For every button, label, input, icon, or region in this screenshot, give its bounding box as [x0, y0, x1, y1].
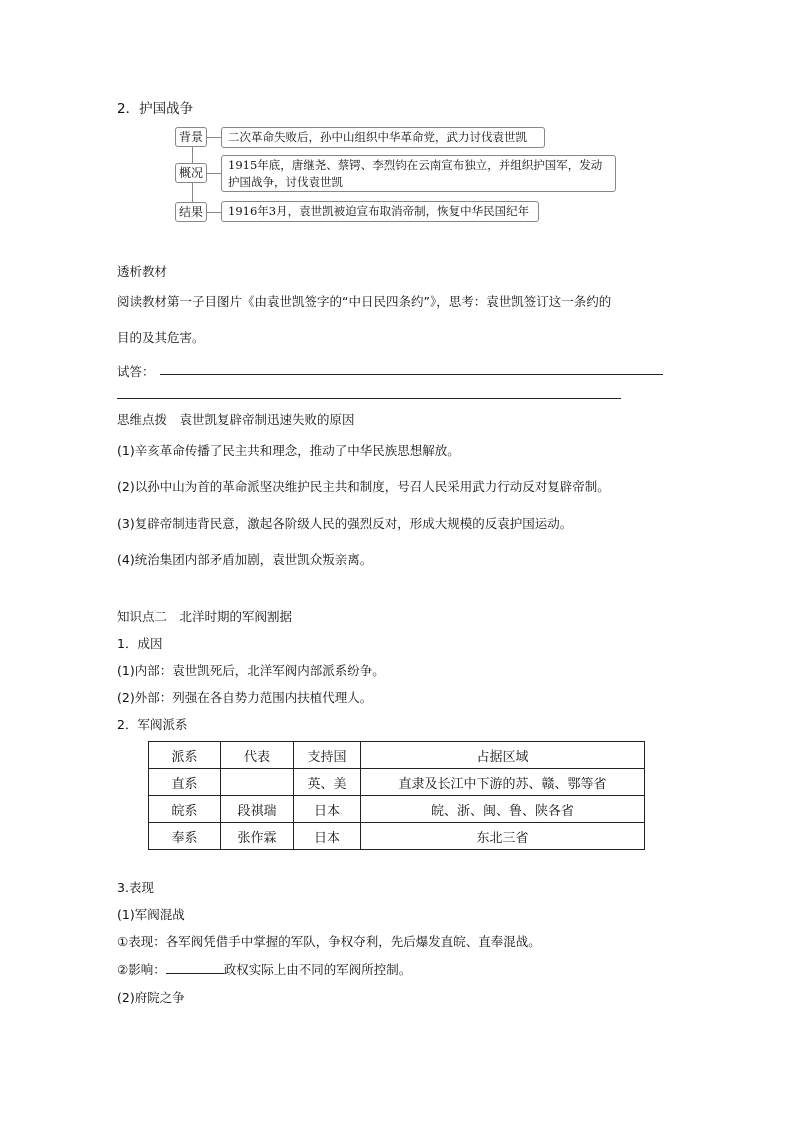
- fill-blank[interactable]: [166, 961, 224, 974]
- textbook-heading: 透析教材: [117, 264, 168, 279]
- diagram-box-background: 二次革命失败后，孙中山组织中华革命党，武力讨伐袁世凯: [221, 127, 545, 148]
- knowledge-heading: 知识点二 北洋时期的军阀割据: [117, 609, 293, 624]
- performance-heading: 3.表现: [117, 880, 154, 895]
- table-header-cell: 占据区域: [361, 742, 645, 769]
- table-cell: 东北三省: [361, 823, 645, 850]
- table-header-cell: 代表: [221, 742, 294, 769]
- tips-item: (3)复辟帝制违背民意，激起各阶级人民的强烈反对，形成大规模的反袁护国运动。: [117, 516, 573, 531]
- table-cell: 奉系: [149, 823, 221, 850]
- item-prefix: ②影响：: [117, 962, 166, 977]
- answer-label: 试答：: [117, 364, 155, 379]
- cause-internal: (1)内部：袁世凯死后，北洋军阀内部派系纷争。: [117, 663, 385, 678]
- question-line-1: 阅读教材第一子目图片《由袁世凯签字的“中日民四条约”》，思考：袁世凯签订这一条约的: [117, 294, 612, 309]
- diagram-label-background: 背景: [175, 127, 207, 147]
- performance-item: [117, 960, 411, 978]
- table-header-row: [149, 742, 645, 769]
- diagram-box-result: 1916年3月，袁世凯被迫宣布取消帝制，恢复中华民国纪年: [221, 201, 539, 222]
- diagram-box-overview: 1915年底，唐继尧、蔡锷、李烈钧在云南宣布独立，并组织护国军，发动护国战争，讨伐袁世凯: [221, 155, 616, 192]
- answer-line[interactable]: [117, 398, 621, 399]
- warlord-war-heading: (1)军阀混战: [117, 907, 185, 922]
- diagram-line: [207, 137, 221, 138]
- diagram-line: [207, 212, 221, 213]
- table-header-cell: 派系: [149, 742, 221, 769]
- table-row: [149, 823, 645, 850]
- diagram-line: [207, 173, 221, 174]
- table-cell: 皖系: [149, 796, 221, 823]
- factions-table: [148, 741, 645, 850]
- tips-item: (4)统治集团内部矛盾加剧，袁世凯众叛亲离。: [117, 552, 373, 567]
- diagram-label-result: 结果: [175, 202, 207, 222]
- factions-heading: 2．军阀派系: [117, 717, 188, 732]
- table-cell: 皖、浙、闽、鲁、陕各省: [361, 796, 645, 823]
- table-cell: 张作霖: [221, 823, 294, 850]
- table-cell: 直隶及长江中下游的苏、赣、鄂等省: [361, 769, 645, 796]
- table-cell: 段祺瑞: [221, 796, 294, 823]
- table-row: [149, 796, 645, 823]
- table-header-cell: 支持国: [294, 742, 361, 769]
- item-suffix: 政权实际上由不同的军阀所控制。: [223, 962, 412, 977]
- table-cell: [221, 769, 294, 796]
- performance-item: ①表现：各军阀凭借手中掌握的军队，争权夺利，先后爆发直皖、直奉混战。: [117, 934, 541, 949]
- tips-heading: 思维点拨 袁世凯复辟帝制迅速失败的原因: [117, 412, 355, 427]
- cause-external: (2)外部：列强在各自势力范围内扶植代理人。: [117, 690, 373, 705]
- answer-line[interactable]: [160, 374, 663, 375]
- table-cell: 日本: [294, 823, 361, 850]
- question-line-2: 目的及其危害。: [117, 330, 205, 345]
- fuyuan-heading: (2)府院之争: [117, 990, 185, 1005]
- cause-heading: 1．成因: [117, 636, 163, 651]
- section-heading: 2．护国战争: [117, 101, 194, 117]
- table-cell: 日本: [294, 796, 361, 823]
- table-cell: 英、美: [294, 769, 361, 796]
- tips-item: (1)辛亥革命传播了民主共和理念，推动了中华民族思想解放。: [117, 443, 460, 458]
- diagram-label-overview: 概况: [175, 163, 207, 183]
- tips-item: (2)以孙中山为首的革命派坚决维护民主共和制度，号召人民采用武力行动反对复辟帝制。: [117, 479, 610, 494]
- table-cell: 直系: [149, 769, 221, 796]
- table-row: [149, 769, 645, 796]
